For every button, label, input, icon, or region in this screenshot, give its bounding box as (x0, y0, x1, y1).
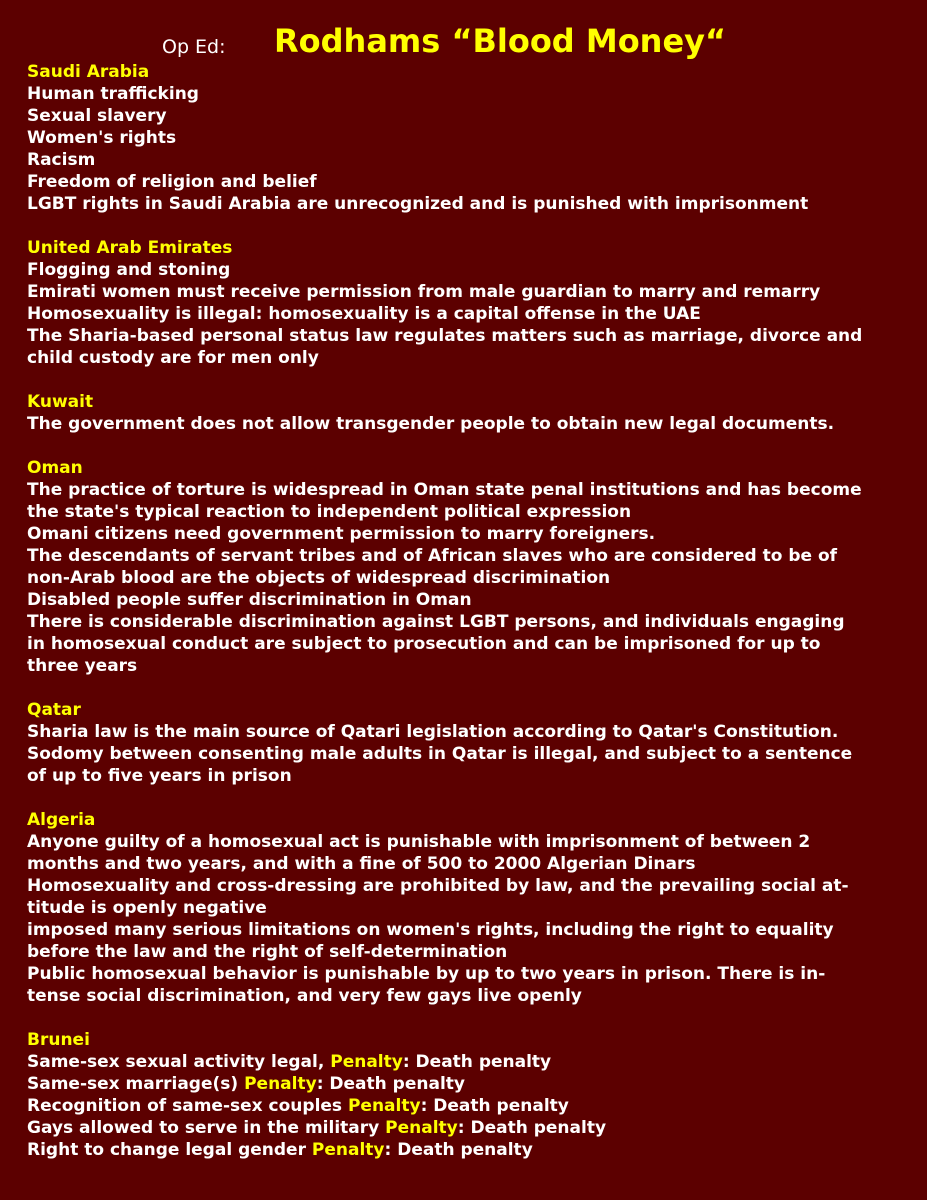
section-brunei (27, 1029, 917, 1161)
country-heading: Saudi Arabia (27, 62, 150, 82)
list-item: The government does not allow transgender people to obtain new legal documents. (27, 414, 835, 434)
list-item: the state's typical reaction to independent political expression (27, 502, 632, 522)
list-item: imposed many serious limitations on women's rights, including the right to equality (27, 920, 834, 940)
penalty-row (27, 1139, 917, 1161)
list-item: Human trafficking (27, 84, 199, 104)
penalty-item: Right to change legal gender (27, 1140, 312, 1160)
penalty-row (27, 1117, 917, 1139)
country-heading: Oman (27, 458, 83, 478)
list-item: Omani citizens need government permission to marry foreigners. (27, 524, 656, 544)
list-item: Public homosexual behavior is punishable by up to two years in prison. There is in- (27, 964, 826, 984)
penalty-row (27, 1073, 917, 1095)
list-item: Sexual slavery (27, 106, 167, 126)
penalty-label: Penalty (385, 1118, 458, 1138)
penalty-item: Same-sex sexual activity legal, (27, 1052, 331, 1072)
list-item: months and two years, and with a fine of 500 to 2000 Algerian Dinars (27, 854, 696, 874)
list-item: Racism (27, 150, 96, 170)
penalty-label: Penalty (244, 1074, 317, 1094)
list-item: Homosexuality and cross-dressing are prohibited by law, and the prevailing social at- (27, 876, 849, 896)
penalty-value: : Death penalty (457, 1118, 607, 1138)
penalty-label: Penalty (311, 1140, 385, 1160)
list-item: There is considerable discrimination against LGBT persons, and individuals engaging (27, 612, 845, 632)
section-kuwait (27, 391, 917, 435)
list-item: before the law and the right of self-determination (27, 942, 508, 962)
list-item: tense social discrimination, and very few gays live openly (27, 986, 582, 1006)
penalty-value: : Death penalty (420, 1096, 569, 1116)
penalty-item: Same-sex marriage(s) (27, 1074, 245, 1094)
list-item: in homosexual conduct are subject to prosecution and can be imprisoned for up to (27, 634, 821, 654)
section-united-arab-emirates (27, 237, 917, 369)
country-heading: Brunei (27, 1030, 90, 1050)
list-item: Anyone guilty of a homosexual act is punishable with imprisonment of between 2 (27, 832, 811, 852)
list-item: Flogging and stoning (27, 260, 231, 280)
list-item: child custody are for men only (27, 348, 319, 368)
list-item: non-Arab blood are the objects of widespread discrimination (27, 568, 611, 588)
country-heading: Kuwait (27, 392, 94, 412)
list-item: Women's rights (27, 128, 177, 148)
list-item: The Sharia-based personal status law regulates matters such as marriage, divorce and (27, 326, 863, 346)
penalty-label: Penalty (347, 1096, 421, 1116)
penalty-value: : Death penalty (384, 1140, 533, 1160)
penalty-label: Penalty (330, 1052, 403, 1072)
content (27, 61, 917, 1183)
penalty-value: : Death penalty (316, 1074, 465, 1094)
list-item: of up to five years in prison (27, 766, 292, 786)
list-item: LGBT rights in Saudi Arabia are unrecognized and is punished with imprisonment (27, 194, 809, 214)
list-item: titude is openly negative (27, 898, 267, 918)
section-qatar (27, 699, 917, 787)
op-ed-label: Op Ed: (162, 36, 226, 58)
list-item: The descendants of servant tribes and of African slaves who are considered to be of (27, 546, 838, 566)
penalty-value: : Death penalty (402, 1052, 552, 1072)
list-item: The practice of torture is widespread in Oman state penal institutions and has become (27, 480, 862, 500)
list-item: Homosexuality is illegal: homosexuality is a capital offense in the UAE (27, 304, 701, 324)
page-title: Rodhams “Blood Money“ (274, 22, 727, 60)
list-item: Emirati women must receive permission from male guardian to marry and remarry (27, 282, 821, 302)
penalty-item: Recognition of same-sex couples (27, 1096, 348, 1116)
section-oman (27, 457, 917, 677)
penalty-row (27, 1051, 917, 1073)
list-item: Sodomy between consenting male adults in Qatar is illegal, and subject to a sentence (27, 744, 853, 764)
section-saudi-arabia (27, 61, 917, 215)
list-item: Sharia law is the main source of Qatari legislation according to Qatar's Constitution. (27, 722, 839, 742)
list-item: Freedom of religion and belief (27, 172, 317, 192)
list-item: Disabled people suffer discrimination in Oman (27, 590, 472, 610)
list-item: three years (27, 656, 138, 676)
penalty-item: Gays allowed to serve in the military (27, 1118, 386, 1138)
country-heading: United Arab Emirates (27, 238, 233, 258)
section-algeria (27, 809, 917, 1007)
penalty-row (27, 1095, 917, 1117)
country-heading: Qatar (27, 700, 81, 720)
country-heading: Algeria (27, 810, 96, 830)
